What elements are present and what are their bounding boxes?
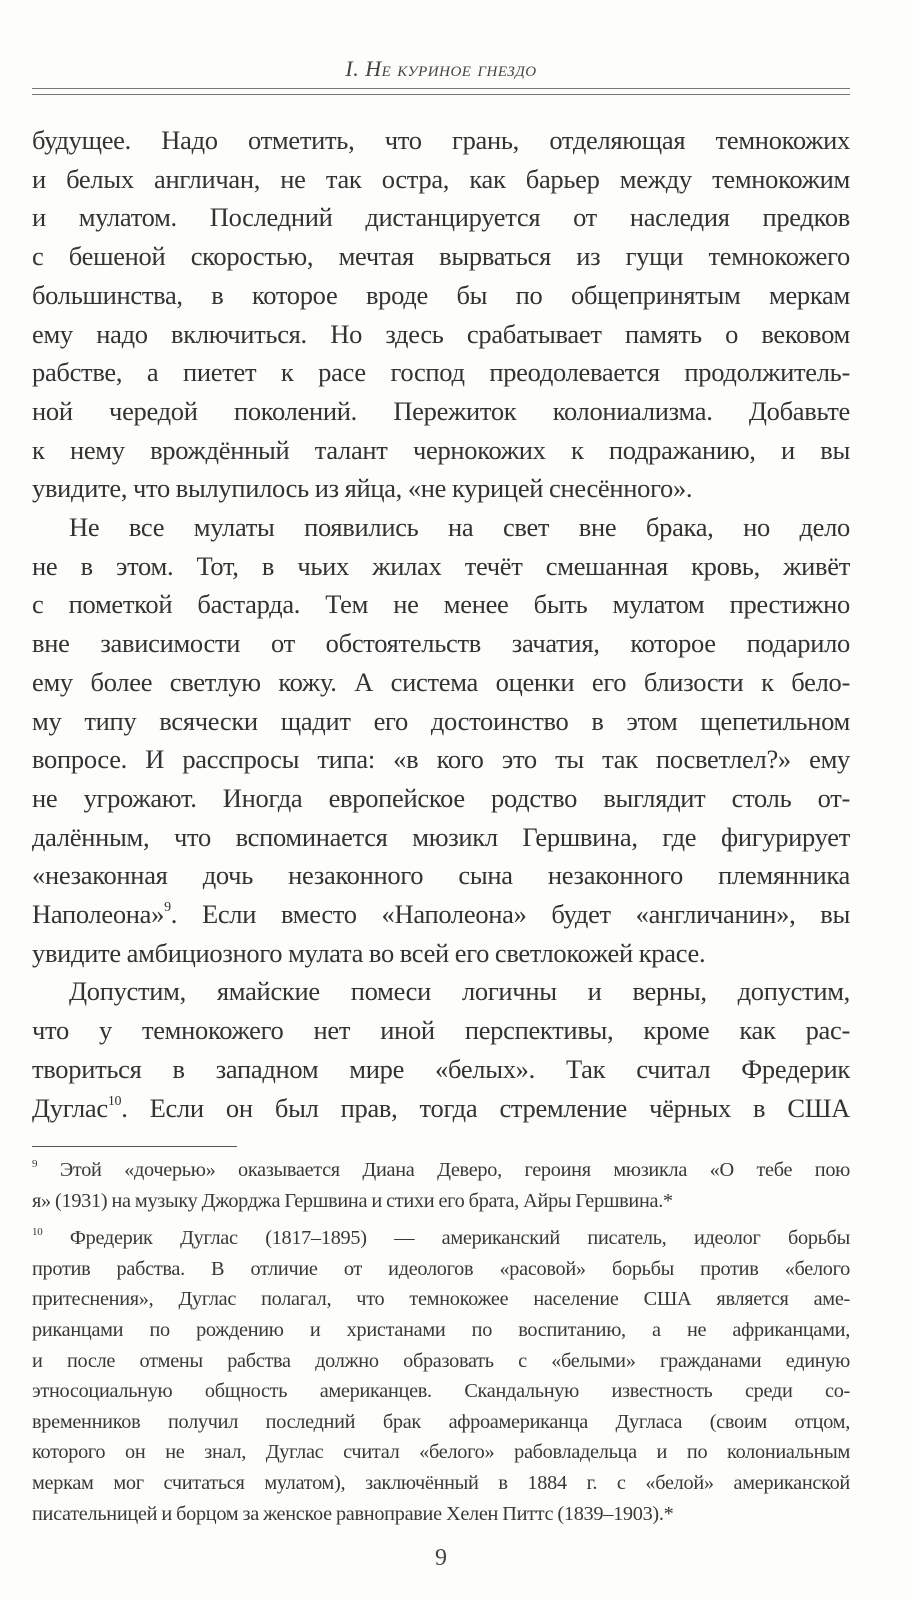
footnote-line: я» (1931) на музыку Джорджа Гершвина и стихи его брата, Айры Гершвина.* xyxy=(32,1189,673,1212)
footnote-separator xyxy=(32,1146,237,1147)
text-line: далённым, что вспоминается мюзикл Гершвина, где фигурирует xyxy=(32,821,850,852)
text-line: увидите, что вылупилось из яйца, «не курицей снесённого». xyxy=(32,473,693,504)
footnote-line: притеснения», Дуглас полагал, что темнокожее население США является аме- xyxy=(32,1288,850,1311)
text-line: вне зависимости от обстоятельств зачатия, которое подарило xyxy=(32,628,850,659)
paragraph xyxy=(32,972,850,1127)
text-line: твориться в западном мире «белых». Так считал Фредерик xyxy=(32,1053,850,1084)
text-line: Не все мулаты появились на свет вне брака, но дело xyxy=(69,512,850,543)
footnote-10 xyxy=(32,1223,850,1529)
text-line: и мулатом. Последний дистанцируется от наследия предков xyxy=(32,202,850,233)
text-line: будущее. Надо отметить, что грань, отделяющая темнокожих xyxy=(32,125,850,155)
text-line: ему надо включиться. Но здесь срабатывает память о вековом xyxy=(32,318,850,349)
paragraph xyxy=(32,121,850,508)
text-line: к нему врождённый талант чернокожих к подражанию, и вы xyxy=(32,434,850,465)
footnote-line: писательницей и борцом за женское равноправие Хелен Питтс (1839–1903).* xyxy=(32,1502,674,1525)
footnote-reference[interactable]: 9 xyxy=(164,900,171,916)
text-line: ной чередой поколений. Пережиток колониализма. Добавьте xyxy=(32,395,850,426)
text-line: «незаконная дочь незаконного сына незаконного племянника xyxy=(32,860,850,891)
footnote-line: временников получил последний брак афроамериканца Дугласа (своим отцом, xyxy=(32,1410,850,1433)
footnote-line: $^{10}$ Фредерик Дуглас (1817–1895) — американский писатель, идеолог борьбы xyxy=(32,1226,850,1250)
page-number: 9 xyxy=(435,1545,447,1571)
text-line: не в этом. Тот, в чьих жилах течёт смешанная кровь, живёт xyxy=(32,550,850,581)
footnote-line: против рабства. В отличие от идеологов «расовой» борьбы против «белого xyxy=(32,1257,850,1280)
text-line: ему более светлую кожу. А система оценки его близости к бело- xyxy=(32,666,850,697)
footnote-line: этносоциальную общность американцев. Скандальную известность среди со- xyxy=(32,1380,850,1403)
text-line: с бешеной скоростью, мечтая вырваться из гущи темнокожего xyxy=(32,241,850,272)
text-line: Дуглас$^{10}$. Если он был прав, тогда стремление чёрных в США xyxy=(32,1092,850,1123)
footnote-line: которого он не знал, Дуглас считал «белого» рабовладельца и по колониальным xyxy=(32,1441,850,1464)
footnote-line: риканцами по рождению и христанами по воспитанию, а не африканцами, xyxy=(32,1318,850,1341)
running-head: I. Не куриное гнездо xyxy=(345,56,537,81)
text-line: Допустим, ямайские помеси логичны и верны, допустим, xyxy=(69,976,850,1007)
footnotes xyxy=(32,1155,850,1536)
footnote-line: и после отмены рабства должно образовать с «белыми» гражданами единую xyxy=(32,1349,850,1372)
footnote-line: меркам мог считаться мулатом), заключённый в 1884 г. с «белой» американской xyxy=(32,1471,850,1494)
text-line: и белых англичан, не так остра, как барьер между темнокожим xyxy=(32,163,850,194)
text-line: Наполеона»$^9$. Если вместо «Наполеона» будет «англичанин», вы xyxy=(32,899,850,930)
text-line: увидите амбициозного мулата во всей его светлокожей красе. xyxy=(32,937,706,968)
header-double-rule xyxy=(32,88,850,95)
footnote-9 xyxy=(32,1155,850,1216)
text-line: рабстве, а пиетет к расе господ преодолевается продолжитель- xyxy=(32,357,850,388)
footnote-number: 10 xyxy=(32,1226,43,1239)
text-line: не угрожают. Иногда европейское родство выглядит столь от- xyxy=(32,782,850,813)
footnote-number: 9 xyxy=(32,1158,38,1170)
text-line: большинства, в которое вроде бы по общепринятым меркам xyxy=(32,279,850,310)
text-line: вопросе. И расспросы типа: «в кого это ты так посветлел?» ему xyxy=(32,744,850,775)
text-line: с пометкой бастарда. Тем не менее быть мулатом престижно xyxy=(32,589,850,620)
body-text xyxy=(32,121,850,1127)
text-line: му типу всячески щадит его достоинство в этом щепетильном xyxy=(32,705,850,736)
paragraph xyxy=(32,508,850,972)
text-line: что у темнокожего нет иной перспективы, кроме как рас- xyxy=(32,1015,850,1046)
footnote-reference[interactable]: 10 xyxy=(107,1093,122,1109)
footnote-line: $^9$ Этой «дочерью» оказывается Диана Деверо, героиня мюзикла «О тебе пою xyxy=(32,1158,851,1181)
